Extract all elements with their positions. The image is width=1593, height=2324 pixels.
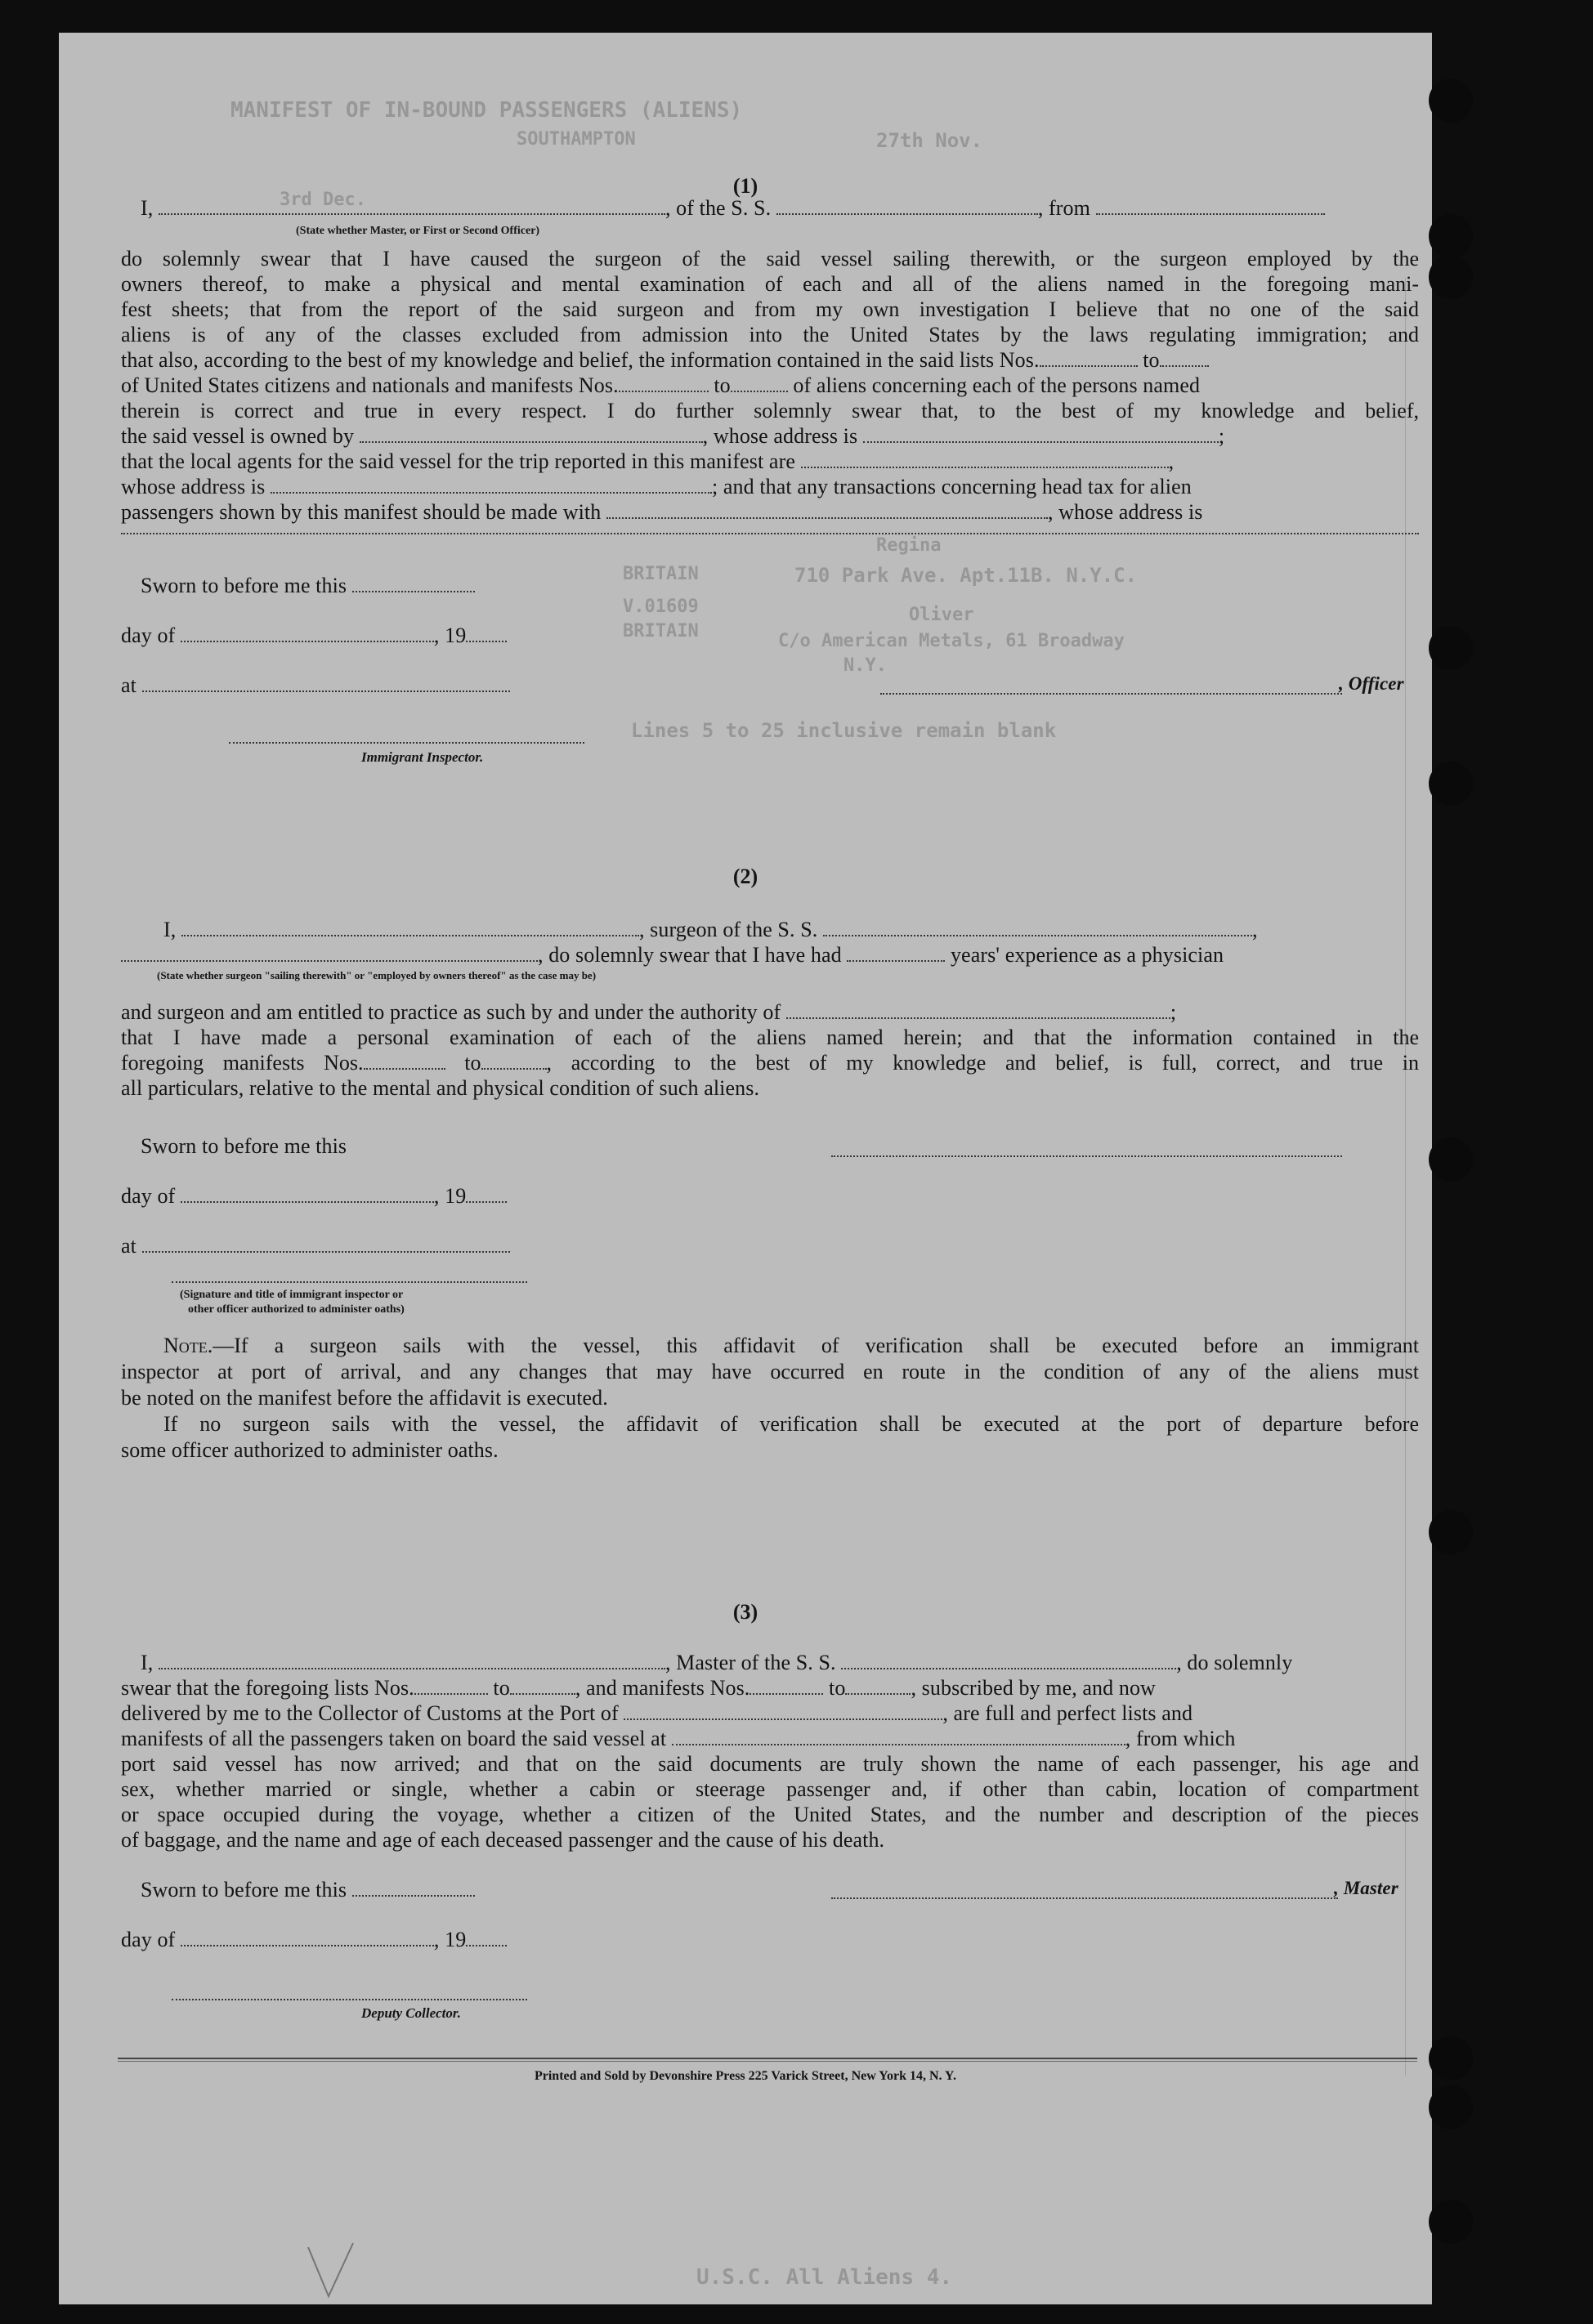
bleed-through-address: 710 Park Ave. Apt.11B. N.Y.C. [794,564,1138,587]
s3-body-line: or space occupied during the voyage, whether a citizen of the United States, and the number and description of the pieces [121,1803,1419,1826]
bleed-through-name2: Oliver [909,605,974,625]
s1-headtax-address-field[interactable] [121,533,1419,534]
s1-headtax-contact-field[interactable] [606,516,1048,519]
s2-line2: , do solemnly swear that I have had years' experience as a physician [121,943,1224,968]
printer-imprint: Printed and Sold by Devonshire Press 225 Varick Street, New York 14, N. Y. [534,2069,957,2083]
footer-rule [118,2058,1417,2059]
s3-master-signature-field[interactable] [831,1897,1338,1899]
s2-inspector-signature-field[interactable] [172,1281,527,1283]
s1-owner-address-field[interactable] [863,440,1219,443]
s2-manifests-from-field[interactable] [364,1067,445,1070]
s2-year-field[interactable] [466,1200,507,1203]
bleed-through-address2: C/o American Metals, 61 Broadway [778,631,1125,651]
s3-day-of-field[interactable] [181,1944,434,1946]
s1-inspector-signature-field[interactable] [229,742,584,744]
s2-note-line: some officer authorized to administer oaths. [121,1438,499,1462]
s3-sworn-date-field[interactable] [352,1894,475,1897]
punch-hole [1429,255,1473,299]
s1-headtax-line: whose address is ; and that any transactions concerning head tax for alien [121,475,1192,498]
s1-lists-from-field[interactable] [1040,364,1138,367]
s2-at-field[interactable] [142,1250,510,1253]
s1-manifests-to-field[interactable] [731,390,788,392]
s1-body-line: fest sheets; that from the report of the said surgeon and from my own investigation I believe that no one of the said [121,297,1419,321]
punch-hole [1429,2200,1473,2244]
s1-manifests-line: of United States citizens and nationals and manifests Nos. to of aliens concerning each of the persons named [121,373,1201,397]
section-1-number: (1) [732,174,758,198]
s1-sworn-line: Sworn to before me this [141,574,475,598]
s1-body-line: aliens is of any of the classes excluded from admission into the United States by the laws regulating immigration; and [121,323,1419,346]
punch-hole [1429,78,1473,123]
bleed-through-city: N.Y. [843,655,887,676]
s3-body-line: port said vessel has now arrived; and that on the said documents are truly shown the name of each passenger, his age and [121,1752,1419,1776]
manifest-page [59,33,1432,2304]
s2-manifests-to-field[interactable] [481,1067,547,1070]
s1-manifests-from-field[interactable] [619,390,709,392]
s3-embark-port-field[interactable] [672,1743,1125,1745]
bleed-through-visa: V.01609 [623,597,699,617]
punch-hole [1429,1510,1473,1554]
s3-lists-from-field[interactable] [414,1692,488,1695]
bleed-through-date1: 27th Nov. [876,129,983,152]
s1-officer-note: (State whether Master, or First or Second Officer) [296,225,540,237]
s3-lists-to-field[interactable] [510,1692,575,1695]
s3-deputy-signature-field[interactable] [172,1999,527,2000]
s3-line3: delivered by me to the Collector of Customs at the Port of , are full and perfect lists and [121,1701,1193,1725]
s2-surgeon-name-field[interactable] [181,934,639,936]
s1-at-field[interactable] [142,690,510,692]
s3-manifests-to-field[interactable] [845,1692,911,1695]
s1-inspector-label: Immigrant Inspector. [361,749,484,765]
s2-note-line: Note.—If a surgeon sails with the vessel, this affidavit of verification shall be executed before an immigrant [163,1334,1419,1357]
s3-line2: swear that the foregoing lists Nos. to , and manifests Nos. to , subscribed by me, and now [121,1676,1156,1700]
s1-owner-field[interactable] [360,440,703,443]
s1-officer-name-field[interactable] [159,212,665,215]
s2-surgeon-type-field[interactable] [121,959,538,962]
s2-surgeon-signature-field[interactable] [831,1155,1342,1157]
s3-port-field[interactable] [624,1718,942,1720]
bleed-through-blank-note: Lines 5 to 25 inclusive remain blank [631,719,1057,742]
s2-years-field[interactable] [847,959,945,962]
s2-body-line: all particulars, relative to the mental and physical condition of such aliens. [121,1076,760,1100]
s1-sworn-date-field[interactable] [352,590,475,592]
footer-rule-thin [118,2061,1417,2062]
bleed-through-name: Regina [876,535,942,556]
s1-agents-line: that the local agents for the said vessel for the trip reported in this manifest are , [121,449,1175,473]
section-2-number: (2) [732,865,758,888]
bleed-through-date2: 3rd Dec. [280,190,366,210]
s1-line1: I, , of the S. S. , from [141,196,1325,221]
s1-passengers-line: passengers shown by this manifest should be made with , whose address is [121,500,1203,524]
s1-vessel-name-field[interactable] [776,212,1038,215]
s2-signature-note: other officer authorized to administer oaths) [188,1303,405,1316]
s3-line4: manifests of all the passengers taken on board the said vessel at , from which [121,1727,1236,1750]
bleed-through-footer: U.S.C. All Aliens 4. [696,2265,953,2290]
s2-note-label: Note. [163,1334,213,1357]
s1-from-port-field[interactable] [1096,212,1325,215]
s2-authority-line: and surgeon and am entitled to practice as such by and under the authority of ; [121,1000,1177,1024]
s2-note-line: inspector at port of arrival, and any changes that may have occurred en route in the condition of any of the aliens must [121,1360,1419,1383]
s3-body-line: sex, whether married or single, whether a cabin or steerage passenger and, if other than cabin, location of compartment [121,1777,1419,1801]
s2-line1: I, , surgeon of the S. S. , [163,918,1258,941]
s1-body-line: do solemnly swear that I have caused the surgeon of the said vessel sailing therewith, or the surgeon employed by the [121,247,1419,270]
s3-master-label: , Master [1334,1878,1398,1898]
punch-hole [1429,762,1473,806]
s3-vessel-name-field[interactable] [841,1667,1176,1669]
s1-officer-label: , Officer [1339,673,1404,694]
punch-hole [1429,626,1473,670]
s2-note-line: be noted on the manifest before the affidavit is executed. [121,1386,608,1410]
s1-body-line: owners thereof, to make a physical and mental examination of each and all of the aliens named in the foregoing mani- [121,272,1419,296]
section-3-number: (3) [732,1600,758,1624]
bleed-through-title: MANIFEST OF IN-BOUND PASSENGERS (ALIENS) [230,98,743,123]
s3-deputy-label: Deputy Collector. [361,2005,461,2021]
s1-day-line: day of , 19 [121,623,507,648]
s1-agents-address-field[interactable] [271,491,712,494]
s2-note-line: If no surgeon sails with the vessel, the affidavit of verification shall be executed at the port of departure before [163,1412,1419,1436]
s1-officer-signature-field[interactable] [880,693,1342,695]
s1-year-field[interactable] [466,640,507,642]
s3-body-line: of baggage, and the name and age of each deceased passenger and the cause of his death. [121,1828,885,1852]
s1-agents-field[interactable] [801,466,1169,468]
s1-lists-to-field[interactable] [1160,364,1209,367]
s2-sworn-line: Sworn to before me this [141,1134,347,1158]
s1-day-of-field[interactable] [181,640,434,642]
s2-signature-note: (Signature and title of immigrant inspector or [180,1289,404,1301]
s3-year-field[interactable] [466,1944,507,1946]
bleed-through-port: SOUTHAMPTON [517,129,636,150]
s1-lists-line: that also, according to the best of my knowledge and belief, the information contained in the said lists Nos. to [121,348,1209,373]
s2-at-line: at [121,1234,510,1258]
s3-line1: I, , Master of the S. S. , do solemnly [141,1651,1293,1674]
pencil-check-mark [304,2239,361,2304]
s1-body-line: therein is correct and true in every respect. I do further solemnly swear that, to the best of my knowledge and belief, [121,399,1419,422]
s2-day-of-field[interactable] [181,1200,434,1203]
s2-surgeon-note: (State whether surgeon "sailing therewith" or "employed by owners thereof" as the case may be) [157,969,597,981]
bleed-through-country1: BRITAIN [623,564,699,584]
bleed-through-country2: BRITAIN [623,621,699,641]
punch-hole [1429,2085,1473,2130]
s3-manifests-from-field[interactable] [750,1692,823,1695]
s2-authority-field[interactable] [786,1017,1170,1019]
punch-hole [1429,1137,1473,1182]
s3-day-line: day of , 19 [121,1928,507,1952]
punch-hole [1429,2036,1473,2080]
s2-foregoing-line: foregoing manifests Nos. to , according to the best of my knowledge and belief, is full, correct, and true in [121,1051,1420,1075]
s1-at-line: at [121,673,510,698]
s3-sworn-line: Sworn to before me this [141,1878,475,1902]
s2-day-line: day of , 19 [121,1184,507,1209]
s3-master-name-field[interactable] [159,1667,665,1669]
punch-hole [1429,214,1473,258]
s2-body-line: that I have made a personal examination of each of the aliens named herein; and that the information contained in the [121,1026,1419,1049]
s1-owned-line: the said vessel is owned by , whose address is ; [121,424,1225,448]
s2-vessel-name-field[interactable] [823,934,1252,936]
